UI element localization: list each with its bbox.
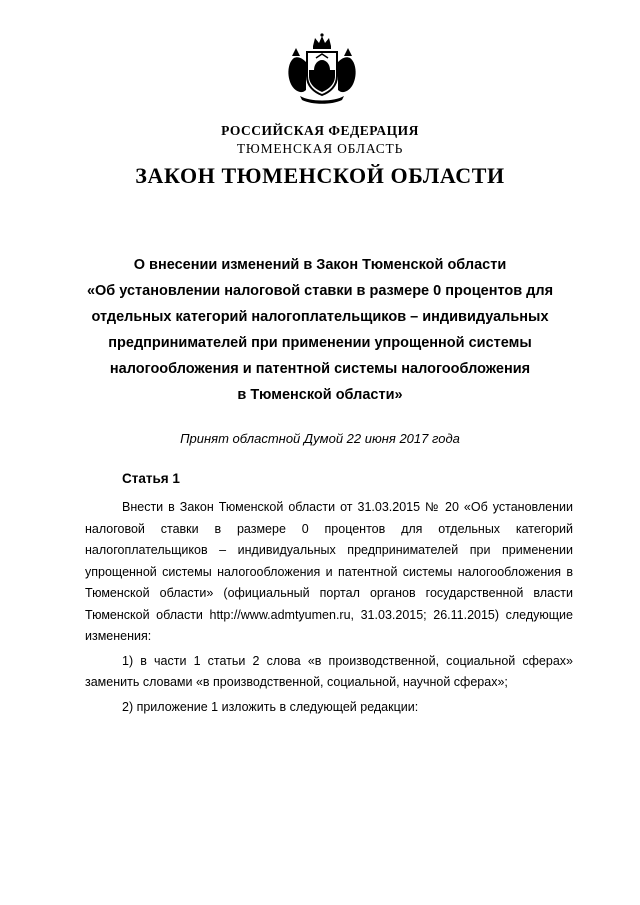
document-header — [0, 122, 640, 192]
article-body — [85, 497, 573, 718]
adoption-date: Принят областной Думой 22 июня 2017 года — [180, 431, 460, 446]
title-line: О внесении изменений в Закон Тюменской области — [133, 257, 507, 273]
title-line: отдельных категорий налогоплательщиков – индивидуальных — [91, 309, 549, 325]
title-line: налогообложения и патентной системы налогообложения — [109, 361, 531, 377]
title-line: в Тюменской области» — [237, 387, 403, 403]
title-line: предпринимателей при применении упрощенной системы — [108, 335, 532, 351]
article-paragraph: 1) в части 1 статьи 2 слова «в производственной, социальной сферах» заменить словами «в производственной, социальной, научной сферах»; — [85, 653, 573, 689]
coat-of-arms-icon — [280, 32, 364, 108]
document-type: ЗАКОН ТЮМЕНСКОЙ ОБЛАСТИ — [135, 163, 505, 188]
region-name: ТЮМЕНСКАЯ ОБЛАСТЬ — [236, 141, 404, 156]
article-paragraph: 2) приложение 1 изложить в следующей редакции: — [122, 699, 419, 714]
title-line: «Об установлении налоговой ставки в размере 0 процентов для — [86, 283, 554, 299]
law-title — [70, 252, 570, 408]
article-heading: Статья 1 — [122, 471, 180, 486]
country-name: РОССИЙСКАЯ ФЕДЕРАЦИЯ — [221, 123, 419, 138]
article-paragraph: Внести в Закон Тюменской области от 31.03.2015 № 20 «Об установлении налоговой ставки в размере 0 процентов для отдельных категорий налогоплательщиков – индивидуальных предпринимателей при применении упрощенной системы налогообложения и патентной системы налогообложения в Тюменской области» (официальный портал органов государственной власти Тюменской области http://www.admtyumen.ru, 31.03.2015; 26.11.2015) следующие изменения: — [85, 500, 573, 643]
